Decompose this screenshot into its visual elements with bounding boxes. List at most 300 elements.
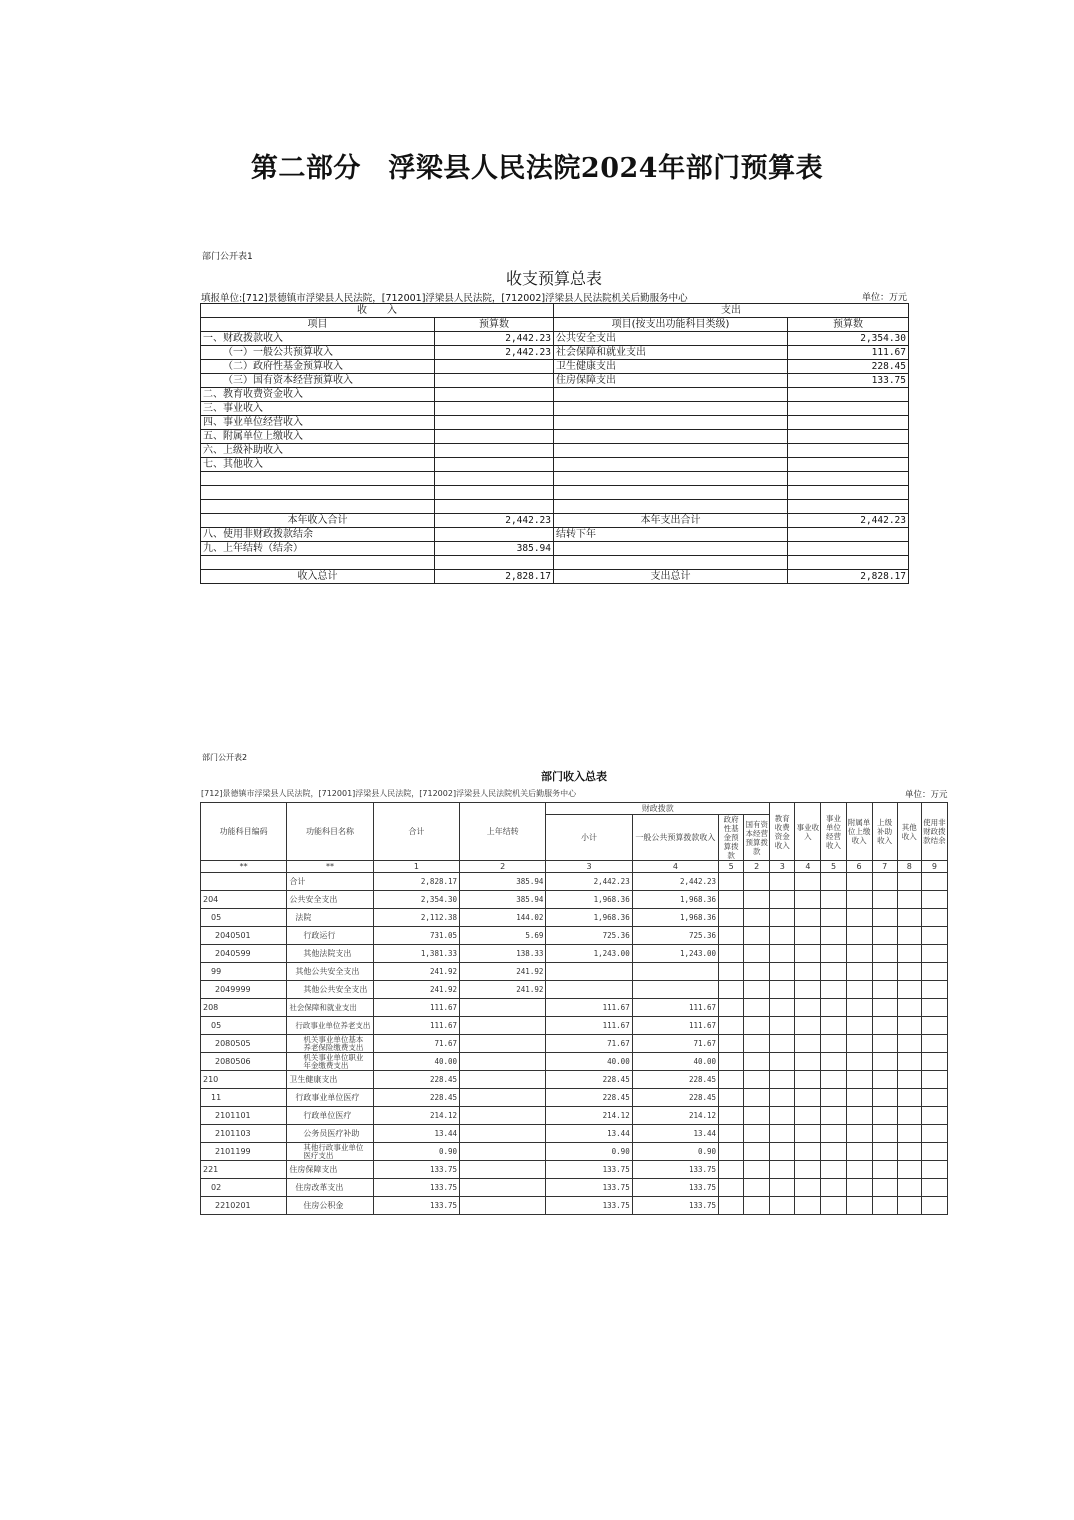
function-name: 行政事业单位养老支出: [287, 1017, 373, 1035]
index-cell: 2: [460, 861, 546, 873]
expense-item: [554, 388, 788, 402]
function-code: 2210201: [201, 1197, 287, 1215]
general-budget-value: 1,968.36: [632, 891, 718, 909]
function-name: 住房改革支出: [287, 1179, 373, 1197]
empty-cell: [770, 1143, 795, 1161]
function-code: 2049999: [201, 981, 287, 999]
expense-item: 结转下年: [554, 528, 788, 542]
table2-unit: 单位：万元: [905, 790, 948, 800]
expense-value: 2,354.30: [788, 332, 909, 346]
empty-cell: [719, 1125, 744, 1143]
summary-row: [201, 416, 909, 430]
function-name: 住房公积金: [287, 1197, 373, 1215]
total-value: 2,828.17: [373, 873, 459, 891]
empty-cell: [921, 909, 947, 927]
empty-cell: [821, 1197, 846, 1215]
empty-cell: [744, 1035, 770, 1053]
empty-cell: [872, 927, 897, 945]
summary-row: [201, 402, 909, 416]
carry-value: [460, 1125, 546, 1143]
subtotal-value: 111.67: [546, 1017, 632, 1035]
income-value: [435, 444, 554, 458]
empty-cell: [872, 1035, 897, 1053]
col-non-fiscal: 使用非财政拨款结余: [921, 803, 947, 861]
expense-item: 公共安全支出: [554, 332, 788, 346]
empty-cell: [795, 909, 821, 927]
carry-value: [460, 999, 546, 1017]
function-name: 公务员医疗补助: [287, 1125, 373, 1143]
general-budget-value: 13.44: [632, 1125, 718, 1143]
general-budget-value: 40.00: [632, 1053, 718, 1071]
index-cell: 4: [632, 861, 718, 873]
empty-cell: [795, 1197, 821, 1215]
subtotal-value: 71.67: [546, 1035, 632, 1053]
col-fiscal: 财政拨款: [546, 803, 770, 815]
col-other: 其他收入: [897, 803, 921, 861]
empty-cell: [744, 891, 770, 909]
empty-cell: [719, 891, 744, 909]
function-code: 2101103: [201, 1125, 287, 1143]
empty-cell: [770, 1089, 795, 1107]
function-name: 其他公共安全支出: [287, 981, 373, 999]
empty-cell: [744, 1161, 770, 1179]
carry-value: [460, 1197, 546, 1215]
index-cell: 7: [872, 861, 897, 873]
empty-cell: [921, 873, 947, 891]
empty-cell: [719, 1161, 744, 1179]
income-item: [201, 556, 435, 570]
carry-value: [460, 1143, 546, 1161]
table2-title: 部门收入总表: [541, 770, 607, 783]
empty-cell: [744, 1179, 770, 1197]
total-value: 1,381.33: [373, 945, 459, 963]
general-budget-value: 111.67: [632, 999, 718, 1017]
general-budget-value: 71.67: [632, 1035, 718, 1053]
empty-cell: [897, 1179, 921, 1197]
expense-value: [788, 402, 909, 416]
total-value: 731.05: [373, 927, 459, 945]
header-expense: 支出: [554, 304, 909, 318]
empty-cell: [846, 1089, 872, 1107]
col-carry: 上年结转: [460, 803, 546, 861]
carry-value: [460, 1071, 546, 1089]
function-code: 05: [201, 909, 287, 927]
empty-cell: [821, 891, 846, 909]
general-budget-value: 214.12: [632, 1107, 718, 1125]
empty-cell: [872, 1197, 897, 1215]
empty-cell: [744, 999, 770, 1017]
income-value: [435, 556, 554, 570]
empty-cell: [821, 981, 846, 999]
empty-cell: [795, 1017, 821, 1035]
empty-cell: [770, 873, 795, 891]
income-item: 收入总计: [201, 570, 435, 584]
empty-cell: [770, 1071, 795, 1089]
table-row: [201, 1179, 948, 1197]
empty-cell: [872, 1125, 897, 1143]
empty-cell: [872, 1017, 897, 1035]
empty-cell: [770, 963, 795, 981]
table-row: [201, 1017, 948, 1035]
general-budget-value: 133.75: [632, 1161, 718, 1179]
function-code: 11: [201, 1089, 287, 1107]
table-row: [201, 873, 948, 891]
table-row: [201, 1107, 948, 1125]
summary-row: [201, 514, 909, 528]
expense-item: [554, 430, 788, 444]
income-item: （三）国有资本经营预算收入: [201, 374, 435, 388]
empty-cell: [897, 1089, 921, 1107]
summary-row: [201, 430, 909, 444]
col-budget: 预算数: [435, 318, 554, 332]
empty-cell: [897, 1053, 921, 1071]
empty-cell: [744, 927, 770, 945]
expense-item: [554, 402, 788, 416]
empty-cell: [821, 945, 846, 963]
table1-unit: 单位：万元: [862, 293, 908, 303]
col-subtotal: 小计: [546, 815, 632, 861]
function-name: 合计: [287, 873, 373, 891]
empty-cell: [795, 1143, 821, 1161]
col-exp-item: 项目(按支出功能科目类级): [554, 318, 788, 332]
header-income: 收 入: [201, 304, 554, 318]
expense-item: [554, 556, 788, 570]
function-code: 208: [201, 999, 287, 1017]
function-name: 社会保障和就业支出: [287, 999, 373, 1017]
income-item: 二、教育收费资金收入: [201, 388, 435, 402]
index-cell: **: [201, 861, 287, 873]
expense-item: [554, 500, 788, 514]
carry-value: 385.94: [460, 891, 546, 909]
empty-cell: [719, 963, 744, 981]
subtotal-value: 133.75: [546, 1179, 632, 1197]
function-code: 2040599: [201, 945, 287, 963]
subtotal-value: 1,968.36: [546, 891, 632, 909]
empty-cell: [897, 1161, 921, 1179]
income-item: [201, 472, 435, 486]
function-name: 公共安全支出: [287, 891, 373, 909]
table2-label: 部门公开表2: [202, 753, 248, 762]
income-value: [435, 486, 554, 500]
carry-value: 5.69: [460, 927, 546, 945]
income-value: 2,442.23: [435, 332, 554, 346]
income-value: [435, 416, 554, 430]
summary-row: [201, 528, 909, 542]
function-name: 行政单位医疗: [287, 1107, 373, 1125]
empty-cell: [872, 891, 897, 909]
empty-cell: [921, 1197, 947, 1215]
general-budget-value: 1,968.36: [632, 909, 718, 927]
income-value: [435, 374, 554, 388]
empty-cell: [897, 963, 921, 981]
index-cell: **: [287, 861, 373, 873]
expense-value: [788, 486, 909, 500]
empty-cell: [795, 1071, 821, 1089]
empty-cell: [872, 1089, 897, 1107]
expense-value: [788, 458, 909, 472]
function-code: 204: [201, 891, 287, 909]
income-summary-table: [200, 802, 948, 1215]
empty-cell: [744, 963, 770, 981]
subtotal-value: 228.45: [546, 1071, 632, 1089]
expense-item: 卫生健康支出: [554, 360, 788, 374]
empty-cell: [821, 1089, 846, 1107]
expense-item: [554, 472, 788, 486]
general-budget-value: 0.90: [632, 1143, 718, 1161]
expense-value: [788, 472, 909, 486]
empty-cell: [872, 999, 897, 1017]
function-name: 行政事业单位医疗: [287, 1089, 373, 1107]
function-code: 221: [201, 1161, 287, 1179]
function-name: 行政运行: [287, 927, 373, 945]
income-item: 本年收入合计: [201, 514, 435, 528]
income-value: [435, 402, 554, 416]
empty-cell: [846, 1161, 872, 1179]
empty-cell: [821, 873, 846, 891]
carry-value: 385.94: [460, 873, 546, 891]
empty-cell: [795, 999, 821, 1017]
empty-cell: [921, 1071, 947, 1089]
expense-item: 住房保障支出: [554, 374, 788, 388]
summary-row: [201, 360, 909, 374]
empty-cell: [821, 963, 846, 981]
page-title: 第二部分 浮梁县人民法院2024年部门预算表: [250, 153, 824, 184]
empty-cell: [921, 1107, 947, 1125]
function-code: 2101199: [201, 1143, 287, 1161]
general-budget-value: 228.45: [632, 1089, 718, 1107]
empty-cell: [897, 891, 921, 909]
col-edu-fee: 教育收费资金收入: [770, 803, 795, 861]
empty-cell: [921, 963, 947, 981]
subtotal-value: 40.00: [546, 1053, 632, 1071]
table-row: [201, 909, 948, 927]
empty-cell: [795, 1089, 821, 1107]
empty-cell: [821, 1107, 846, 1125]
income-value: [435, 528, 554, 542]
total-value: 133.75: [373, 1161, 459, 1179]
col-name: 功能科目名称: [287, 803, 373, 861]
summary-row: [201, 542, 909, 556]
empty-cell: [744, 945, 770, 963]
income-value: [435, 430, 554, 444]
summary-row: [201, 500, 909, 514]
expense-item: 本年支出合计: [554, 514, 788, 528]
income-item: 五、附属单位上缴收入: [201, 430, 435, 444]
empty-cell: [872, 1107, 897, 1125]
income-item: （二）政府性基金预算收入: [201, 360, 435, 374]
empty-cell: [897, 1071, 921, 1089]
empty-cell: [846, 999, 872, 1017]
carry-value: [460, 1107, 546, 1125]
empty-cell: [921, 1179, 947, 1197]
empty-cell: [821, 909, 846, 927]
income-value: [435, 500, 554, 514]
income-value: [435, 472, 554, 486]
income-value: [435, 458, 554, 472]
empty-cell: [821, 1035, 846, 1053]
empty-cell: [872, 1179, 897, 1197]
empty-cell: [921, 1125, 947, 1143]
summary-row: [201, 444, 909, 458]
empty-cell: [744, 1107, 770, 1125]
general-budget-value: 1,243.00: [632, 945, 718, 963]
empty-cell: [872, 909, 897, 927]
empty-cell: [795, 1035, 821, 1053]
empty-cell: [897, 945, 921, 963]
general-budget-value: 228.45: [632, 1071, 718, 1089]
empty-cell: [795, 891, 821, 909]
income-value: 385.94: [435, 542, 554, 556]
function-name: 机关事业单位基本养老保险缴费支出: [287, 1035, 373, 1053]
empty-cell: [744, 1125, 770, 1143]
empty-cell: [821, 1161, 846, 1179]
empty-cell: [770, 909, 795, 927]
table-row: [201, 1053, 948, 1071]
empty-cell: [872, 963, 897, 981]
empty-cell: [719, 945, 744, 963]
summary-row: [201, 458, 909, 472]
empty-cell: [744, 1089, 770, 1107]
total-value: 0.90: [373, 1143, 459, 1161]
index-cell: 9: [921, 861, 947, 873]
table1-label: 部门公开表1: [202, 252, 253, 262]
empty-cell: [770, 927, 795, 945]
table-row: [201, 1143, 948, 1161]
income-item: 三、事业收入: [201, 402, 435, 416]
table-row: [201, 1125, 948, 1143]
summary-row: [201, 570, 909, 584]
table-row: [201, 1071, 948, 1089]
empty-cell: [821, 1017, 846, 1035]
empty-cell: [770, 1179, 795, 1197]
total-value: 71.67: [373, 1035, 459, 1053]
total-value: 40.00: [373, 1053, 459, 1071]
empty-cell: [719, 909, 744, 927]
table-row: [201, 963, 948, 981]
total-value: 241.92: [373, 981, 459, 999]
summary-row: [201, 346, 909, 360]
expense-item: [554, 416, 788, 430]
empty-cell: [921, 981, 947, 999]
subtotal-value: 133.75: [546, 1161, 632, 1179]
empty-cell: [897, 1197, 921, 1215]
total-value: 228.45: [373, 1071, 459, 1089]
subtotal-value: 214.12: [546, 1107, 632, 1125]
empty-cell: [921, 891, 947, 909]
subtotal-value: [546, 981, 632, 999]
empty-cell: [795, 1125, 821, 1143]
empty-cell: [795, 873, 821, 891]
empty-cell: [744, 873, 770, 891]
empty-cell: [846, 963, 872, 981]
empty-cell: [872, 945, 897, 963]
empty-cell: [872, 1143, 897, 1161]
subtotal-value: 1,243.00: [546, 945, 632, 963]
function-name: 卫生健康支出: [287, 1071, 373, 1089]
carry-value: 241.92: [460, 981, 546, 999]
empty-cell: [897, 1143, 921, 1161]
col-item: 项目: [201, 318, 435, 332]
empty-cell: [897, 981, 921, 999]
empty-cell: [846, 1125, 872, 1143]
income-value: [435, 388, 554, 402]
expense-item: [554, 542, 788, 556]
col-exp-budget: 预算数: [788, 318, 909, 332]
index-cell: 3: [770, 861, 795, 873]
carry-value: [460, 1035, 546, 1053]
expense-item: [554, 486, 788, 500]
income-item: 一、财政拨款收入: [201, 332, 435, 346]
income-item: （一）一般公共预算收入: [201, 346, 435, 360]
empty-cell: [719, 1143, 744, 1161]
empty-cell: [921, 1161, 947, 1179]
income-item: 六、上级补助收入: [201, 444, 435, 458]
subtotal-value: 13.44: [546, 1125, 632, 1143]
expense-value: [788, 416, 909, 430]
empty-cell: [744, 981, 770, 999]
function-code: 2040501: [201, 927, 287, 945]
empty-cell: [846, 909, 872, 927]
empty-cell: [921, 1089, 947, 1107]
expense-value: [788, 500, 909, 514]
function-name: 其他法院支出: [287, 945, 373, 963]
empty-cell: [719, 1035, 744, 1053]
expense-item: 社会保障和就业支出: [554, 346, 788, 360]
total-value: 214.12: [373, 1107, 459, 1125]
general-budget-value: [632, 981, 718, 999]
carry-value: 144.02: [460, 909, 546, 927]
empty-cell: [821, 1179, 846, 1197]
function-code: 2101101: [201, 1107, 287, 1125]
carry-value: 241.92: [460, 963, 546, 981]
index-cell: 4: [795, 861, 821, 873]
empty-cell: [719, 1179, 744, 1197]
empty-cell: [846, 1035, 872, 1053]
table-row: [201, 945, 948, 963]
budget-summary-table: [200, 303, 909, 584]
empty-cell: [719, 1053, 744, 1071]
empty-cell: [744, 1143, 770, 1161]
expense-item: 支出总计: [554, 570, 788, 584]
general-budget-value: 111.67: [632, 1017, 718, 1035]
col-general: 一般公共预算拨款收入: [632, 815, 718, 861]
total-value: 111.67: [373, 999, 459, 1017]
expense-value: [788, 542, 909, 556]
empty-cell: [770, 1107, 795, 1125]
empty-cell: [846, 891, 872, 909]
empty-cell: [744, 1017, 770, 1035]
empty-cell: [795, 1053, 821, 1071]
table1-title: 收支预算总表: [505, 269, 602, 288]
col-superior: 上级补助收入: [872, 803, 897, 861]
empty-cell: [921, 1035, 947, 1053]
empty-cell: [770, 999, 795, 1017]
empty-cell: [719, 1017, 744, 1035]
function-code: 2080506: [201, 1053, 287, 1071]
function-name: 法院: [287, 909, 373, 927]
carry-value: [460, 1179, 546, 1197]
expense-value: 2,442.23: [788, 514, 909, 528]
col-biz-operate: 事业单位经营收入: [821, 803, 846, 861]
empty-cell: [770, 1125, 795, 1143]
empty-cell: [872, 981, 897, 999]
index-cell: 3: [546, 861, 632, 873]
function-code: 210: [201, 1071, 287, 1089]
empty-cell: [846, 927, 872, 945]
expense-value: 133.75: [788, 374, 909, 388]
expense-value: 2,828.17: [788, 570, 909, 584]
empty-cell: [795, 963, 821, 981]
